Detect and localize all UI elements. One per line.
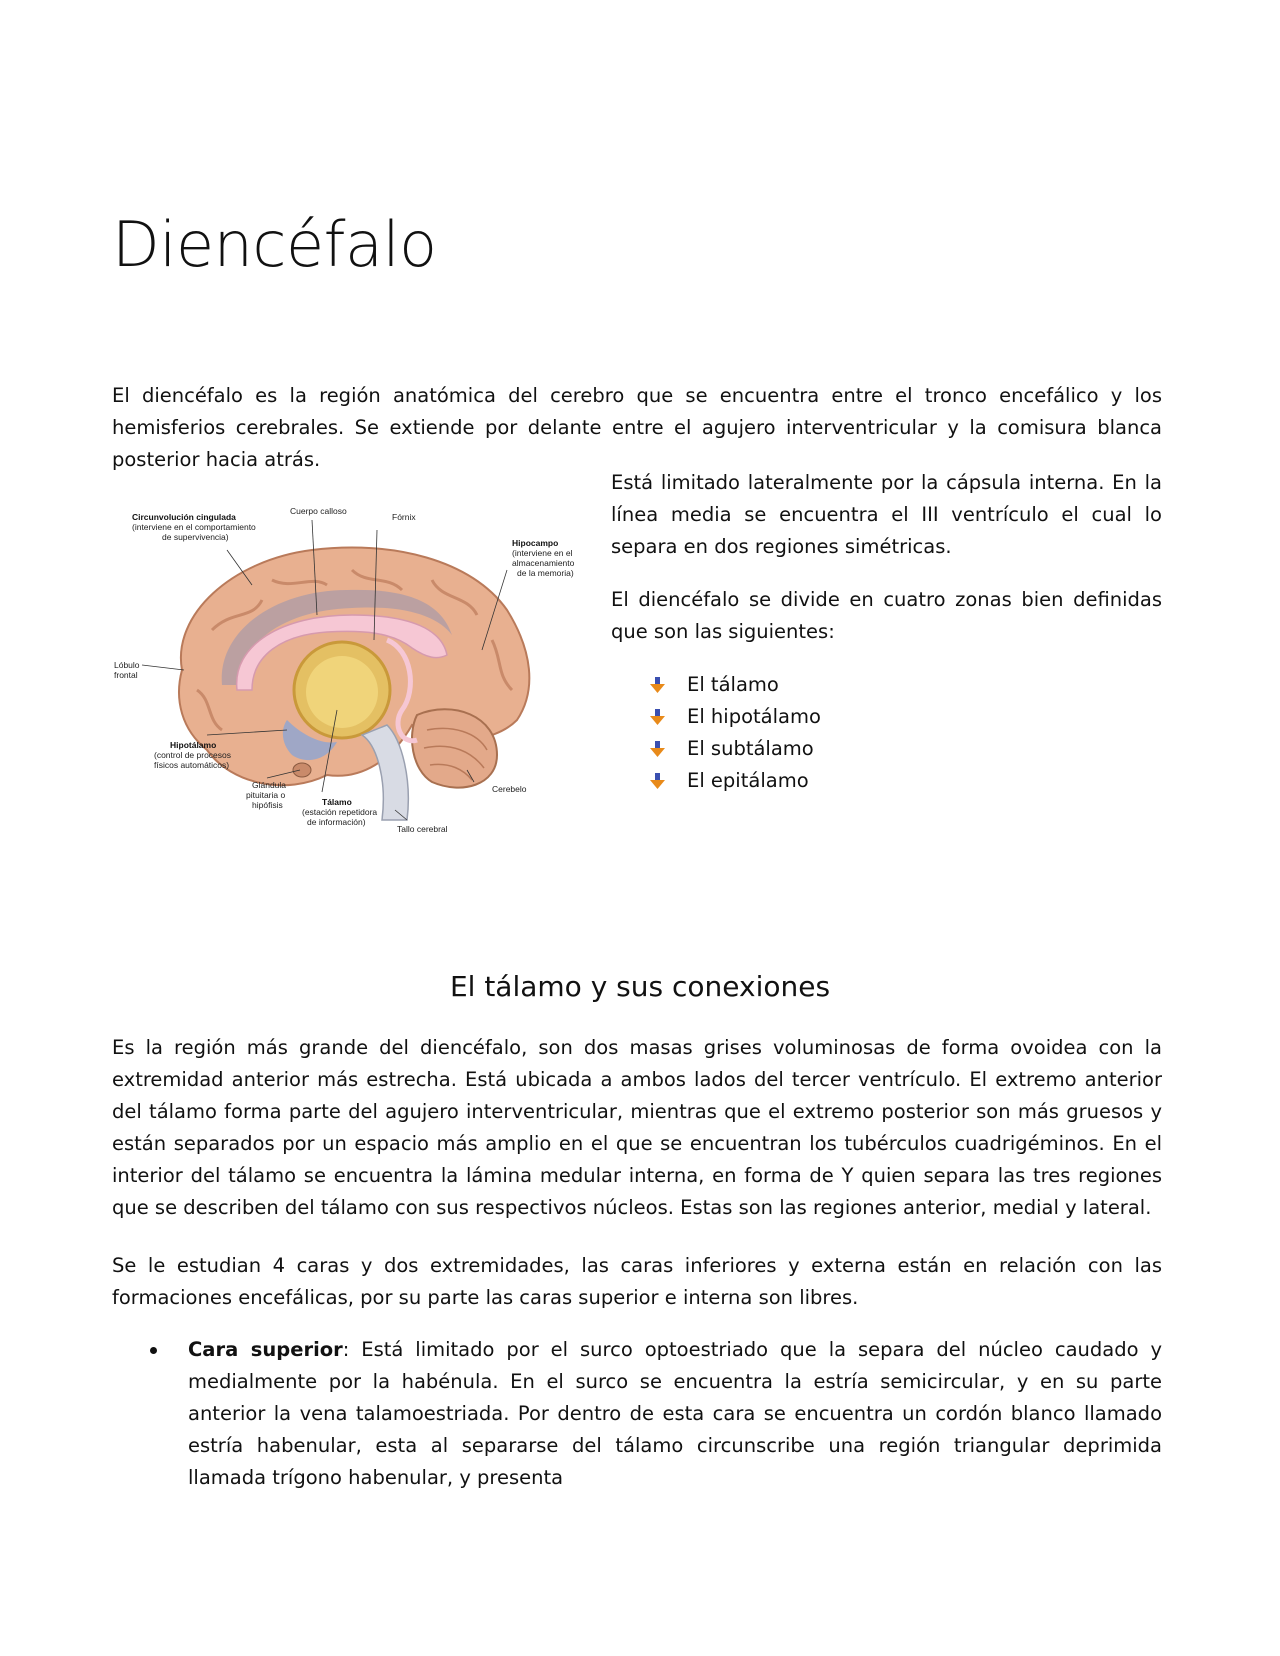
right-column <box>611 467 1162 797</box>
label-hipocampo-line1: (interviene en el <box>512 548 573 558</box>
label-glandula-line3: hipófisis <box>252 800 283 810</box>
arrow-down-bullet-icon <box>649 740 667 758</box>
label-talamo-line1: (estación repetidora <box>302 807 378 817</box>
zones-intro-paragraph: El diencéfalo se divide en cuatro zonas bien definidas que son las siguientes: <box>611 588 1162 643</box>
thalamus-paragraph-1: Es la región más grande del diencéfalo, son dos masas grises voluminosas de forma ovoidea con la extremidad anterior más estrecha. Está ubicada a ambos lados del tercer ventrículo. El extremo anterior del tálamo forma parte del agujero interventricular, mientras que el extremo posterior son más gruesos y están separados por un espacio más amplio en el que se encuentran los tubérculos cuadrigéminos. En el interior del tálamo se encuentra la lámina medular interna, en forma de Y quien separa las tres regiones que se describen del tálamo con sus respectivos núcleos. Estas son las regiones anterior, medial y lateral. <box>112 1036 1162 1219</box>
zone-item <box>649 669 1162 701</box>
limits-paragraph: Está limitado lateralmente por la cápsula interna. En la línea media se encuentra el III ventrículo el cual lo separa en dos regiones simétricas. <box>611 471 1162 558</box>
label-glandula-line1: Glándula <box>252 780 287 790</box>
label-tallo: Tallo cerebral <box>397 824 448 834</box>
cara-item <box>112 1334 1162 1494</box>
label-cingulada-line1: (interviene en el comportamiento <box>132 522 256 532</box>
label-cingulada-title: Circunvolución cingulada <box>132 512 236 522</box>
arrow-down-bullet-icon <box>649 708 667 726</box>
arrow-down-bullet-icon <box>649 676 667 694</box>
zone-label: El hipotálamo <box>687 705 821 728</box>
label-talamo-line2: de información) <box>307 817 366 827</box>
label-hipotalamo-line2: físicos automáticos) <box>154 760 230 770</box>
zone-label: El tálamo <box>687 673 779 696</box>
label-talamo-title: Tálamo <box>322 797 352 807</box>
zone-item <box>649 765 1162 797</box>
thalamus-inner <box>306 656 378 728</box>
label-cuerpo-calloso: Cuerpo calloso <box>290 506 347 516</box>
zones-list <box>611 669 1162 797</box>
intro-paragraph: El diencéfalo es la región anatómica del cerebro que se encuentra entre el tronco encefálico y los hemisferios cerebrales. Se extiende por delante entre el agujero interventricular y la comisura blanca posterior hacia atrás. <box>112 384 1162 471</box>
brain-diagram-figure <box>112 506 587 880</box>
label-cingulada-line2: de supervivencia) <box>162 532 229 542</box>
thalamus-paragraph-2: Se le estudian 4 caras y dos extremidades, las caras inferiores y externa están en relación con las formaciones encefálicas, por su parte las caras superior e interna son libres. <box>112 1254 1162 1309</box>
document-title: Diencéfalo <box>112 208 437 281</box>
label-hipocampo-title: Hipocampo <box>512 538 559 548</box>
zone-item <box>649 701 1162 733</box>
cara-term: Cara superior <box>188 1338 343 1361</box>
label-lobulo-line1: Lóbulo <box>114 660 140 670</box>
label-hipotalamo-title: Hipotálamo <box>170 740 217 750</box>
brain-diagram-image <box>112 506 587 880</box>
disc-bullet-icon <box>150 1347 157 1354</box>
zone-label: El epitálamo <box>687 769 809 792</box>
label-cerebelo: Cerebelo <box>492 784 527 794</box>
zone-label: El subtálamo <box>687 737 814 760</box>
zone-item <box>649 733 1162 765</box>
caras-list <box>112 1334 1162 1494</box>
section-title: El tálamo y sus conexiones <box>449 970 831 1003</box>
label-hipotalamo-line1: (control de procesos <box>154 750 232 760</box>
label-fornix: Fórnix <box>392 512 416 522</box>
arrow-down-bullet-icon <box>649 772 667 790</box>
cara-description: : Está limitado por el surco optoestriado que la separa del núcleo caudado y medialmente por la habénula. En el surco se encuentra la estría semicircular, y en su parte anterior la vena talamoestriada. Por dentro de esta cara se encuentra un cordón blanco llamado estría habenular, esta al separarse del tálamo circunscribe una región triangular deprimida llamada trígono habenular, y presenta <box>188 1338 1162 1489</box>
label-lobulo-line2: frontal <box>114 670 138 680</box>
label-glandula-line2: pituitaria o <box>246 790 286 800</box>
label-hipocampo-line3: de la memoria) <box>517 568 574 578</box>
pituitary-shape <box>293 763 311 777</box>
label-hipocampo-line2: almacenamiento <box>512 558 575 568</box>
